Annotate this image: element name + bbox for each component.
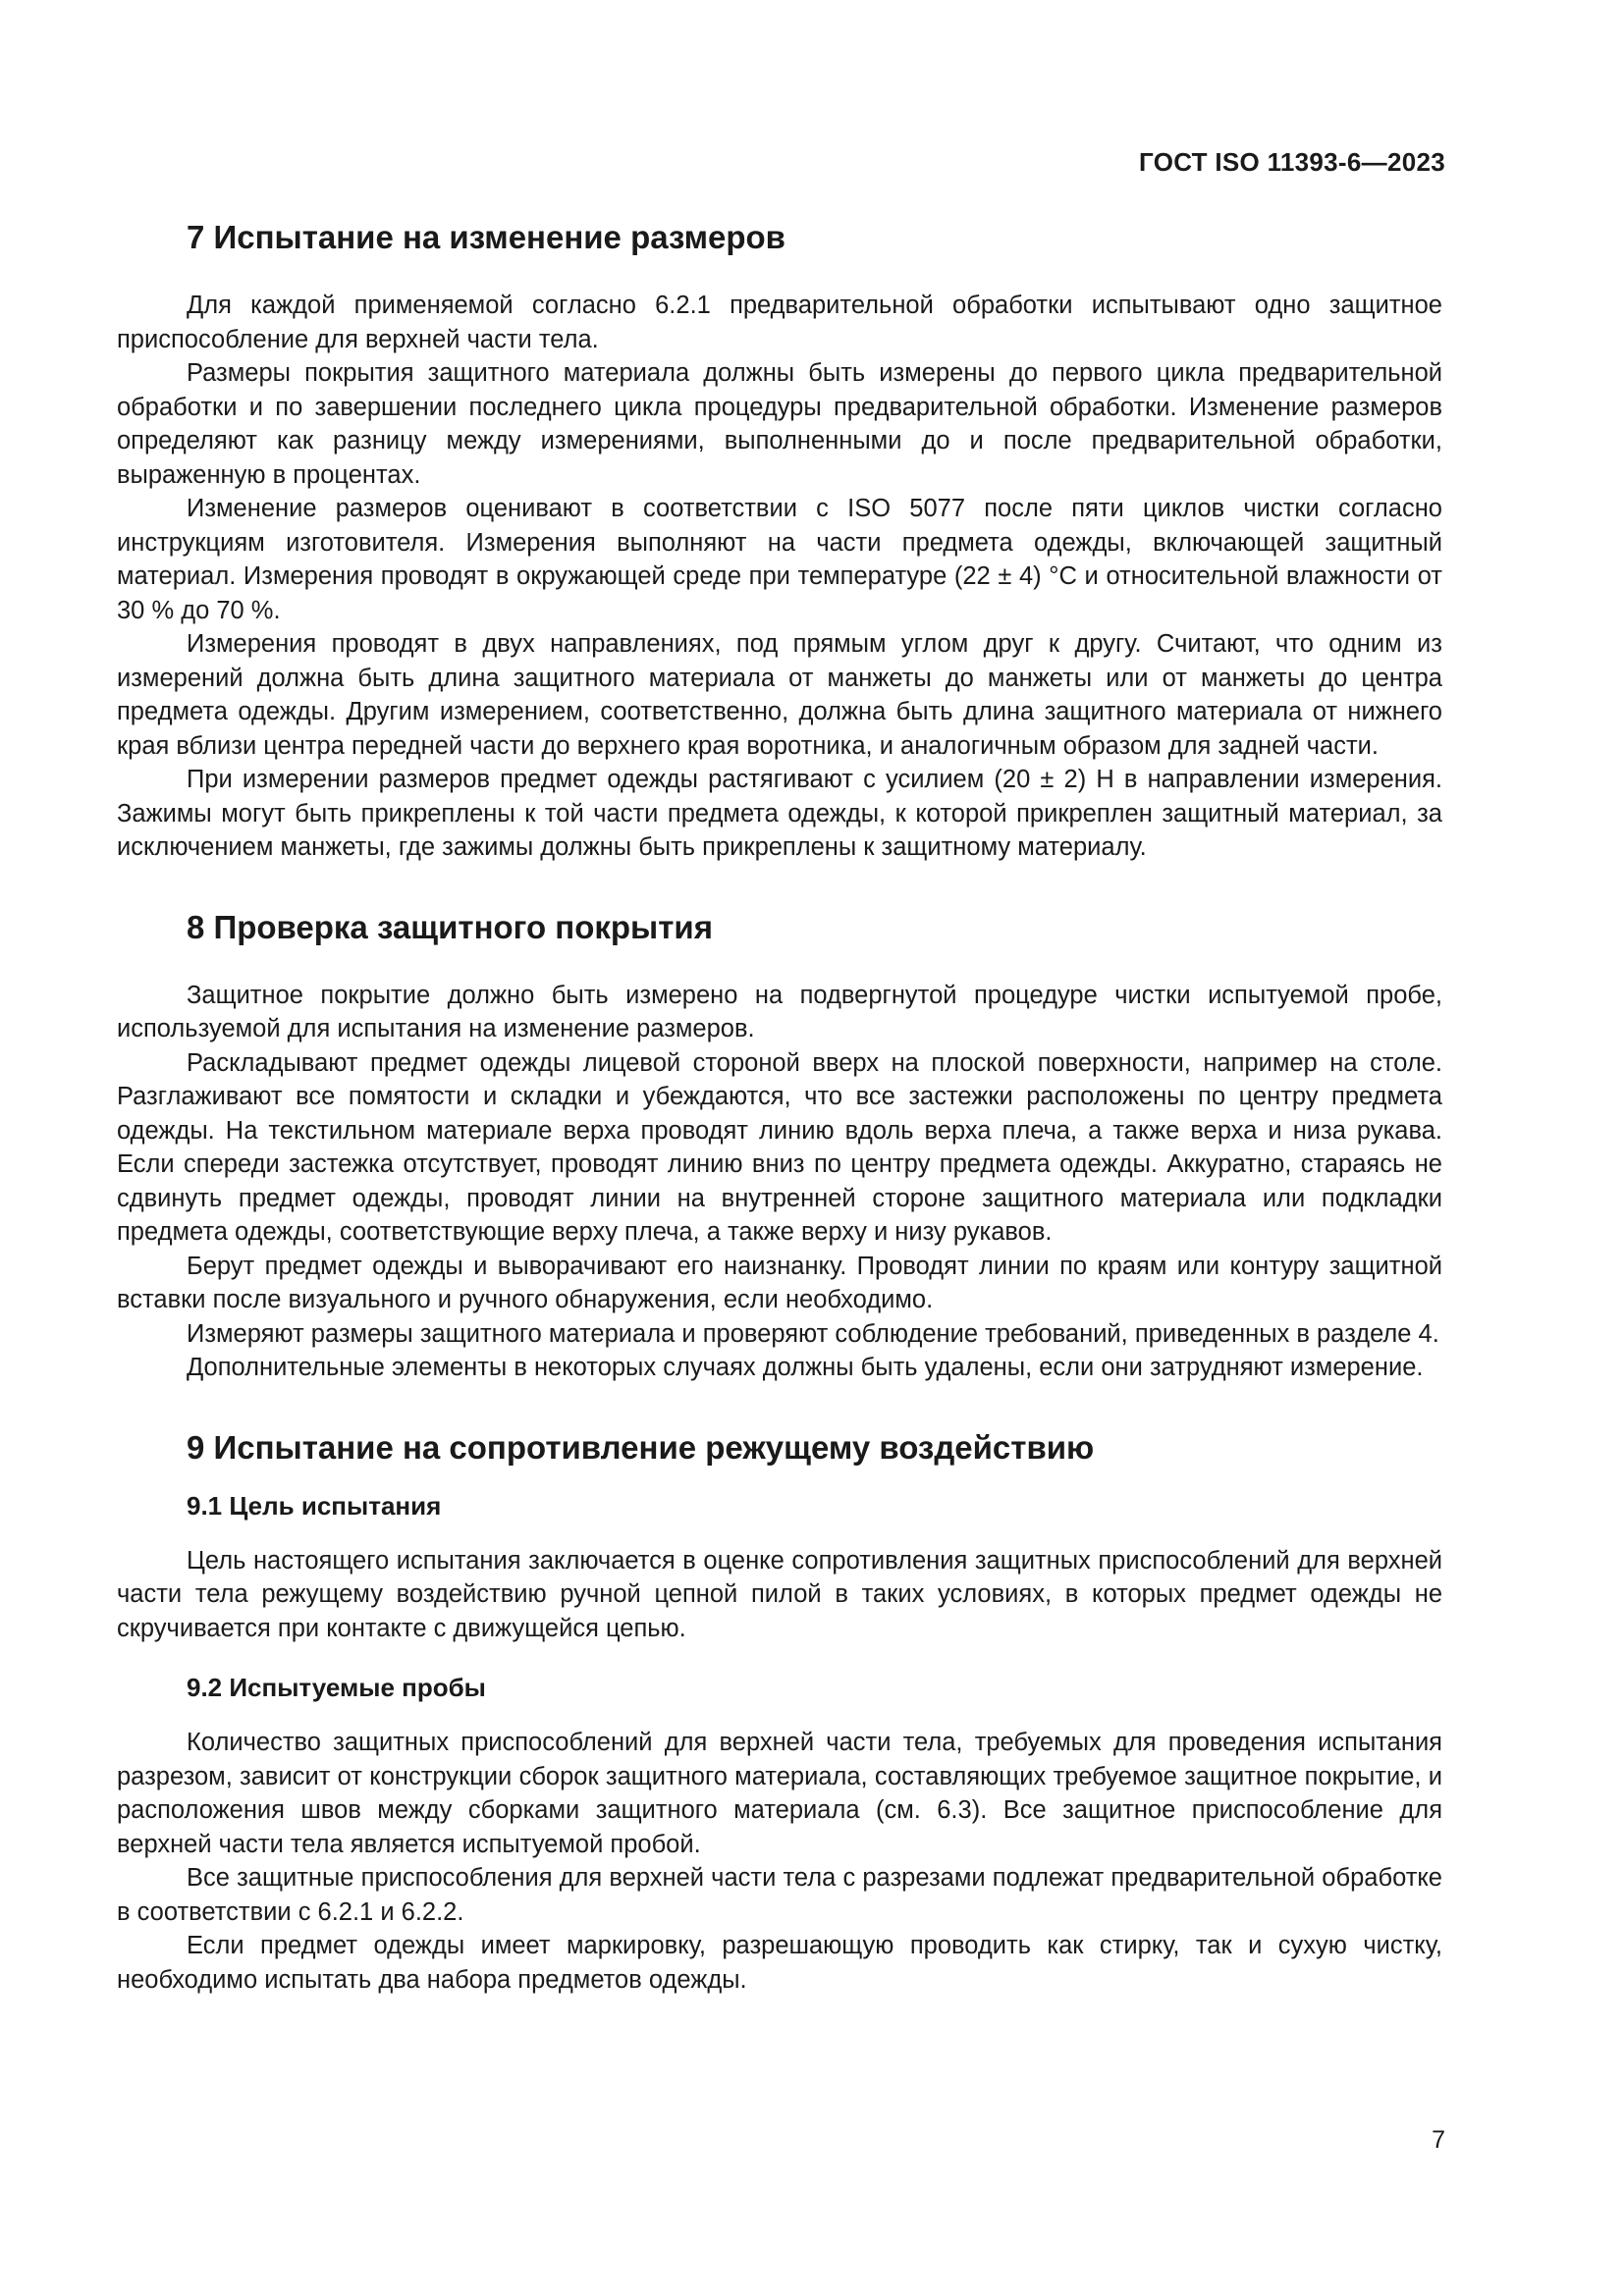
section-8 xyxy=(117,908,1442,1385)
section-8-paragraph: Защитное покрытие должно быть измерено на подвергнутой процедуре чистки испытуемой пробе, используемой для испытания на изменение размеров. xyxy=(117,981,1442,1042)
subsection-9-2-paragraph: Если предмет одежды имеет маркировку, разрешающую проводить как стирку, так и сухую чистку, необходимо испытать два набора предметов одежды. xyxy=(117,1932,1442,1994)
subsection-9-2-title: 9.2 Испытуемые пробы xyxy=(187,1673,486,1702)
subsection-9-2-paragraph: Количество защитных приспособлений для верхней части тела, требуемых для проведения испытания разрезом, зависит от конструкции сборок защитного материала, составляющих требуемое защитное покрытие, и расположения швов между сборками защитного материала (см. 6.3). Все защитное приспособление для верхней части тела является испытуемой пробой. xyxy=(117,1729,1442,1858)
subsection-9-2 xyxy=(117,1671,1442,1997)
section-8-paragraph: Измеряют размеры защитного материала и проверяют соблюдение требований, приведенных в разделе 4. xyxy=(187,1319,1439,1348)
subsection-9-1-paragraph: Цель настоящего испытания заключается в оценке сопротивления защитных приспособлений для верхней части тела режущему воздействию ручной цепной пилой в таких условиях, в которых предмет одежды не скручивается при контакте с движущейся цепью. xyxy=(117,1546,1442,1642)
page-number: 7 xyxy=(1432,2126,1445,2154)
section-8-paragraph: Берут предмет одежды и выворачивают его наизнанку. Проводят линии по краям или контуру защитной вставки после визуального и ручного обнаружения, если необходимо. xyxy=(117,1252,1442,1313)
section-7-paragraph: Для каждой применяемой согласно 6.2.1 предварительной обработки испытывают одно защитное приспособление для верхней части тела. xyxy=(117,292,1442,353)
section-7-paragraph: Изменение размеров оценивают в соответствии с ISO 5077 после пяти циклов чистки согласно инструкциям изготовителя. Измерения выполняют на части предмета одежды, включающей защитный материал. Измерения проводят в окружающей среде при температуре (22 ± 4) °C и относительной влажности от 30 % до 70 %. xyxy=(117,495,1442,624)
section-8-paragraph: Дополнительные элементы в некоторых случаях должны быть удалены, если они затрудняют измерение. xyxy=(187,1354,1424,1381)
subsection-9-1 xyxy=(117,1489,1442,1646)
document-code: ГОСТ ISO 11393-6—2023 xyxy=(1139,147,1445,177)
section-8-paragraph: Раскладывают предмет одежды лицевой стороной вверх на плоской поверхности, например на столе. Разглаживают все помятости и складки и убеждаются, что все застежки расположены по центру предмета одежды. На текстильном материале верха проводят линию вдоль верха плеча, а также верха и низа рукава. Если спереди застежка отсутствует, проводят линию вниз по центру предмета одежды. Аккуратно, стараясь не сдвинуть предмет одежды, проводят линии на внутренней стороне защитного материала или подкладки предмета одежды, соответствующие верху плеча, а также верху и низу рукавов. xyxy=(117,1048,1442,1246)
section-7-paragraph: При измерении размеров предмет одежды растягивают с усилием (20 ± 2) Н в направлении измерения. Зажимы могут быть прикреплены к той части предмета одежды, к которой прикреплен защитный материал, за исключением манжеты, где зажимы должны быть прикреплены к защитному материалу. xyxy=(117,766,1442,861)
section-7-paragraph: Измерения проводят в двух направлениях, под прямым углом друг к другу. Считают, что одним из измерений должна быть длина защитного материала от манжеты до манжеты или от манжеты до центра предмета одежды. Другим измерением, соответственно, должна быть длина защитного материала от нижнего края вблизи центра передней части до верхнего края воротника, и аналогичным образом для задней части. xyxy=(117,630,1442,760)
section-7-title: 7 Испытание на изменение размеров xyxy=(187,219,785,255)
section-7-paragraph: Размеры покрытия защитного материала должны быть измерены до первого цикла предварительной обработки и по завершении последнего цикла процедуры предварительной обработки. Изменение размеров определяют как разницу между измерениями, выполненными до и после предварительной обработки, выраженную в процентах. xyxy=(117,359,1442,489)
section-8-title: 8 Проверка защитного покрытия xyxy=(187,908,713,945)
section-9-title: 9 Испытание на сопротивление режущему воздействию xyxy=(187,1428,1095,1466)
subsection-9-2-paragraph: Все защитные приспособления для верхней части тела с разрезами подлежат предварительной обработке в соответствии с 6.2.1 и 6.2.2. xyxy=(117,1864,1442,1926)
section-9 xyxy=(117,1428,1442,1998)
page-content xyxy=(117,218,1442,1997)
subsection-9-1-title: 9.1 Цель испытания xyxy=(187,1490,442,1521)
section-7 xyxy=(117,218,1442,865)
